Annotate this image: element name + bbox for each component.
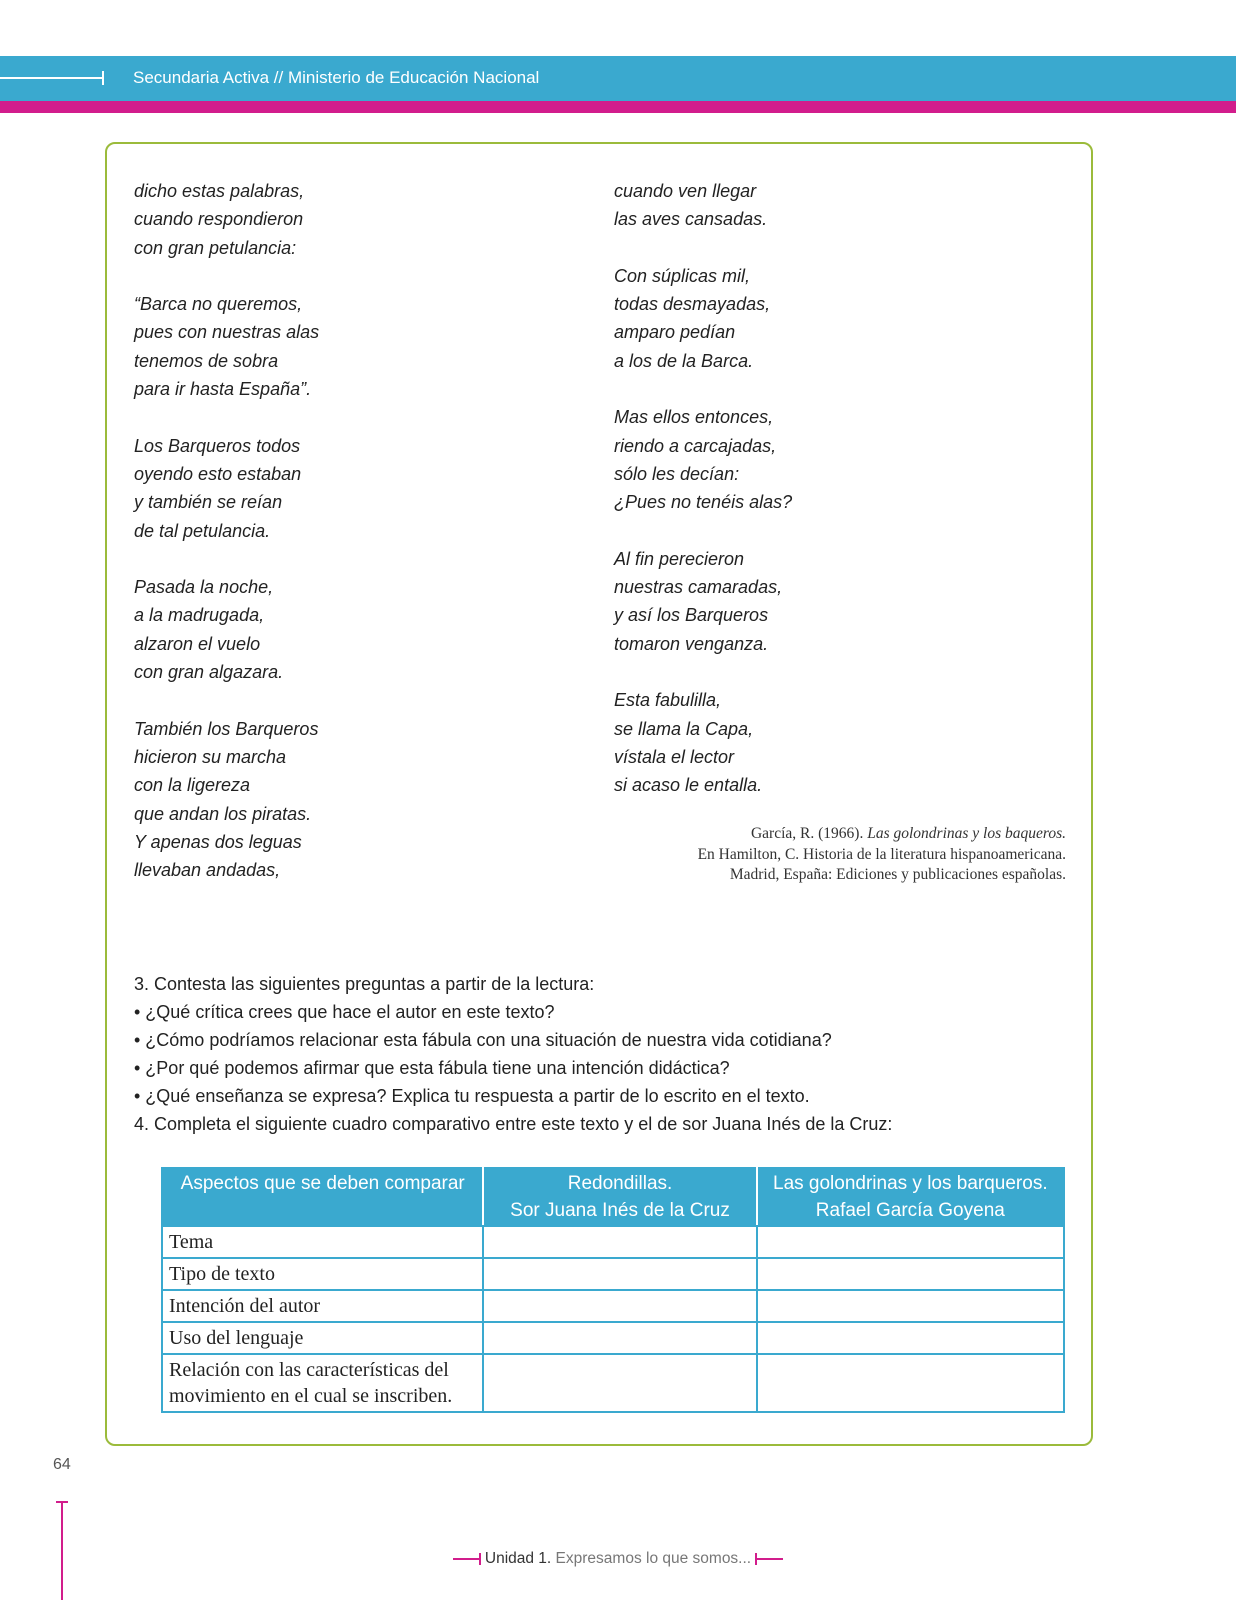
poem-line: alzaron el vuelo xyxy=(134,633,261,654)
table-row-label: Uso del lenguaje xyxy=(162,1322,483,1354)
question-item: 4. Completa el siguiente cuadro comparativo entre este texto y el de sor Juana Inés de la Cruz: xyxy=(134,1114,893,1134)
header-rule xyxy=(0,77,104,79)
poem-line: para ir hasta España”. xyxy=(134,379,312,400)
table-cell-empty[interactable] xyxy=(483,1290,756,1322)
stanza-break xyxy=(614,375,1034,403)
citation xyxy=(566,824,1066,886)
poem-line: Los Barqueros todos xyxy=(134,435,301,456)
table-cell-empty[interactable] xyxy=(483,1226,756,1258)
footer xyxy=(0,1550,1236,1568)
poem-line: tomaron venganza. xyxy=(614,633,769,654)
poem-line: También los Barqueros xyxy=(134,718,319,739)
table-cell-empty[interactable] xyxy=(757,1258,1064,1290)
poem-line: sólo les decían: xyxy=(614,463,740,484)
poem-line: cuando respondieron xyxy=(134,209,304,230)
poem-left-column xyxy=(134,177,554,884)
table-header-row xyxy=(162,1168,1064,1226)
table-row-label: Tipo de texto xyxy=(162,1258,483,1290)
poem-line: tenemos de sobra xyxy=(134,350,279,371)
stanza-break xyxy=(134,545,554,573)
poem-line: que andan los piratas. xyxy=(134,803,312,824)
table-cell-empty[interactable] xyxy=(483,1322,756,1354)
question-item: • ¿Por qué podemos afirmar que esta fábula tiene una intención didáctica? xyxy=(134,1058,730,1078)
table-cell-empty[interactable] xyxy=(757,1290,1064,1322)
poem-line: con la ligereza xyxy=(134,775,251,796)
poem-line: Pasada la noche, xyxy=(134,577,274,598)
table-row-label: Tema xyxy=(162,1226,483,1258)
poem-line: se llama la Capa, xyxy=(614,718,754,739)
poem-line: las aves cansadas. xyxy=(614,209,768,230)
poem-line: todas desmayadas, xyxy=(614,294,771,315)
poem-line: oyendo esto estaban xyxy=(134,463,302,484)
table-header-golondrinas: Las golondrinas y los barqueros. Rafael García Goyena xyxy=(757,1168,1064,1226)
stanza-break xyxy=(614,234,1034,262)
table-cell-empty[interactable] xyxy=(757,1322,1064,1354)
table-cell-empty[interactable] xyxy=(483,1258,756,1290)
poem-line: Con súplicas mil, xyxy=(614,265,751,286)
poem-line: con gran algazara. xyxy=(134,662,284,683)
table-cell-empty[interactable] xyxy=(483,1354,756,1412)
poem-line: Mas ellos entonces, xyxy=(614,407,774,428)
poem-line: Y apenas dos leguas xyxy=(134,831,302,852)
comparison-table xyxy=(161,1167,1065,1413)
header-rule-tick xyxy=(102,71,104,85)
header-title: Secundaria Activa // Ministerio de Educación Nacional xyxy=(133,68,540,87)
footer-dash-right xyxy=(755,1558,783,1560)
poem-line: amparo pedían xyxy=(614,322,736,343)
poem-line: y así los Barqueros xyxy=(614,605,769,626)
table-row xyxy=(162,1354,1064,1412)
stanza-break xyxy=(614,658,1034,686)
poem-line: riendo a carcajadas, xyxy=(614,435,777,456)
poem-line: si acaso le entalla. xyxy=(614,775,763,796)
table-row-label: Relación con las características del movimiento en el cual se inscriben. xyxy=(162,1354,483,1412)
poem-line: dicho estas palabras, xyxy=(134,181,305,201)
question-item: • ¿Cómo podríamos relacionar esta fábula con una situación de nuestra vida cotidiana? xyxy=(134,1030,832,1050)
poem-line: cuando ven llegar xyxy=(614,181,757,201)
table-row xyxy=(162,1290,1064,1322)
poem-line: nuestras camaradas, xyxy=(614,577,783,598)
table-row xyxy=(162,1258,1064,1290)
stanza-break xyxy=(134,403,554,431)
header-accent-stripe xyxy=(0,101,1236,113)
table-cell-empty[interactable] xyxy=(757,1354,1064,1412)
poem-line: llevaban andadas, xyxy=(134,860,281,881)
stanza-break xyxy=(614,517,1034,545)
citation-title: Las golondrinas y los baqueros. xyxy=(867,825,1066,842)
page-number: 64 xyxy=(53,1456,71,1473)
table-header-aspects: Aspectos que se deben comparar xyxy=(162,1168,483,1226)
stanza-break xyxy=(134,262,554,290)
table-cell-empty[interactable] xyxy=(757,1226,1064,1258)
table-header-redondillas: Redondillas. Sor Juana Inés de la Cruz xyxy=(483,1168,756,1226)
footer-unit: Unidad 1. xyxy=(484,1550,552,1567)
poem-line: a los de la Barca. xyxy=(614,350,754,371)
poem-line: de tal petulancia. xyxy=(134,520,271,541)
poem-line: y también se reían xyxy=(134,492,283,513)
poem-line: hicieron su marcha xyxy=(134,746,287,767)
question-item: • ¿Qué enseñanza se expresa? Explica tu respuesta a partir de lo escrito en el texto. xyxy=(134,1086,810,1106)
poem-line: “Barca no queremos, xyxy=(134,294,303,315)
table-row-label: Intención del autor xyxy=(162,1290,483,1322)
poem-right-column xyxy=(614,177,1034,800)
stanza-break xyxy=(134,686,554,714)
citation-line-1: García, R. (1966). Las golondrinas y los baqueros. xyxy=(750,825,1066,842)
poem-line: vístala el lector xyxy=(614,746,735,767)
poem-line: Al fin perecieron xyxy=(614,548,745,569)
poem-line: ¿Pues no tenéis alas? xyxy=(614,492,793,513)
table-row xyxy=(162,1226,1064,1258)
poem-line: Esta fabulilla, xyxy=(614,690,722,711)
questions-list xyxy=(134,970,1034,1138)
footer-dash-left xyxy=(453,1558,481,1560)
table-row xyxy=(162,1322,1064,1354)
poem-line: pues con nuestras alas xyxy=(134,322,320,343)
citation-line-3: Madrid, España: Ediciones y publicaciones españolas. xyxy=(729,866,1066,883)
citation-line-2: En Hamilton, C. Historia de la literatura hispanoamericana. xyxy=(697,845,1066,863)
question-item: • ¿Qué crítica crees que hace el autor en este texto? xyxy=(134,1002,555,1022)
question-item: 3. Contesta las siguientes preguntas a partir de la lectura: xyxy=(134,974,595,994)
footer-unit-title: Expresamos lo que somos... xyxy=(555,1550,752,1567)
poem-line: a la madrugada, xyxy=(134,605,265,626)
poem-line: con gran petulancia: xyxy=(134,237,297,258)
